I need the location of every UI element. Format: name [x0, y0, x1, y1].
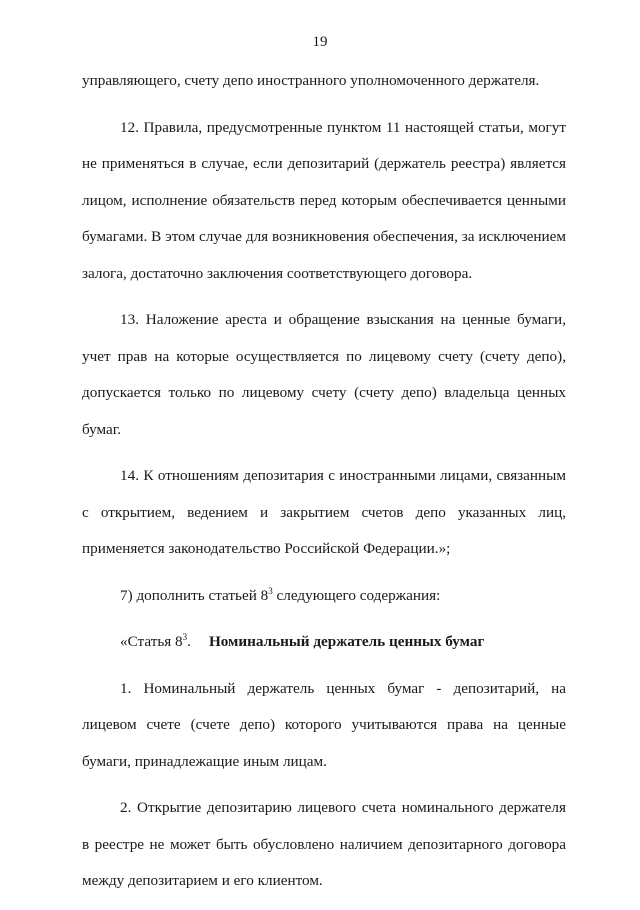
- article-paragraph-1: 1. Номинальный держатель ценных бумаг - депозитарий, на лицевом счете (счете депо) которого учитываются права на ценные бумаги, принадлежащие иным лицам.: [82, 679, 566, 770]
- superscript: 3: [268, 585, 273, 596]
- article-label: «Статья 8: [120, 633, 183, 650]
- amendment-text-end: следующего содержания:: [272, 586, 441, 604]
- article-heading: [82, 624, 566, 661]
- paragraph-13: 13. Наложение ареста и обращение взыскания на ценные бумаги, учет прав на которые осуществляется по лицевому счету (счету депо), допускается только по лицевому счету (счету депо) владельца ценных бумаг.: [82, 311, 566, 438]
- article-dot: .: [187, 633, 191, 650]
- document-body: [82, 63, 566, 910]
- article-title: Номинальный держатель ценных бумаг: [208, 633, 485, 650]
- paragraph-14: 14. К отношениям депозитария с иностранными лицами, связанным с открытием, ведением и закрытием счетов депо указанных лиц, применяется законодательство Российской Федерации.»;: [82, 467, 566, 557]
- article-superscript: 3: [182, 631, 188, 642]
- amendment-text: 7) дополнить статьей 8: [120, 586, 269, 604]
- amendment-item-7: [82, 578, 566, 615]
- paragraph-continuation: управляющего, счету депо иностранного уполномоченного держателя.: [82, 72, 540, 89]
- paragraph-12: 12. Правила, предусмотренные пунктом 11 настоящей статьи, могут не применяться в случае, если депозитарий (держатель реестра) является лицом, исполнение обязательств перед которым обеспечивается ценными бумагами. В этом случае для возникновения обеспечения, за исключением залога, достаточно заключения соответствующего договора.: [82, 118, 566, 282]
- page-number: 19: [312, 34, 328, 50]
- article-paragraph-2: 2. Открытие депозитарию лицевого счета номинального держателя в реестре не может быть обусловлено наличием депозитарного договора между депозитарием и его клиентом.: [82, 799, 566, 889]
